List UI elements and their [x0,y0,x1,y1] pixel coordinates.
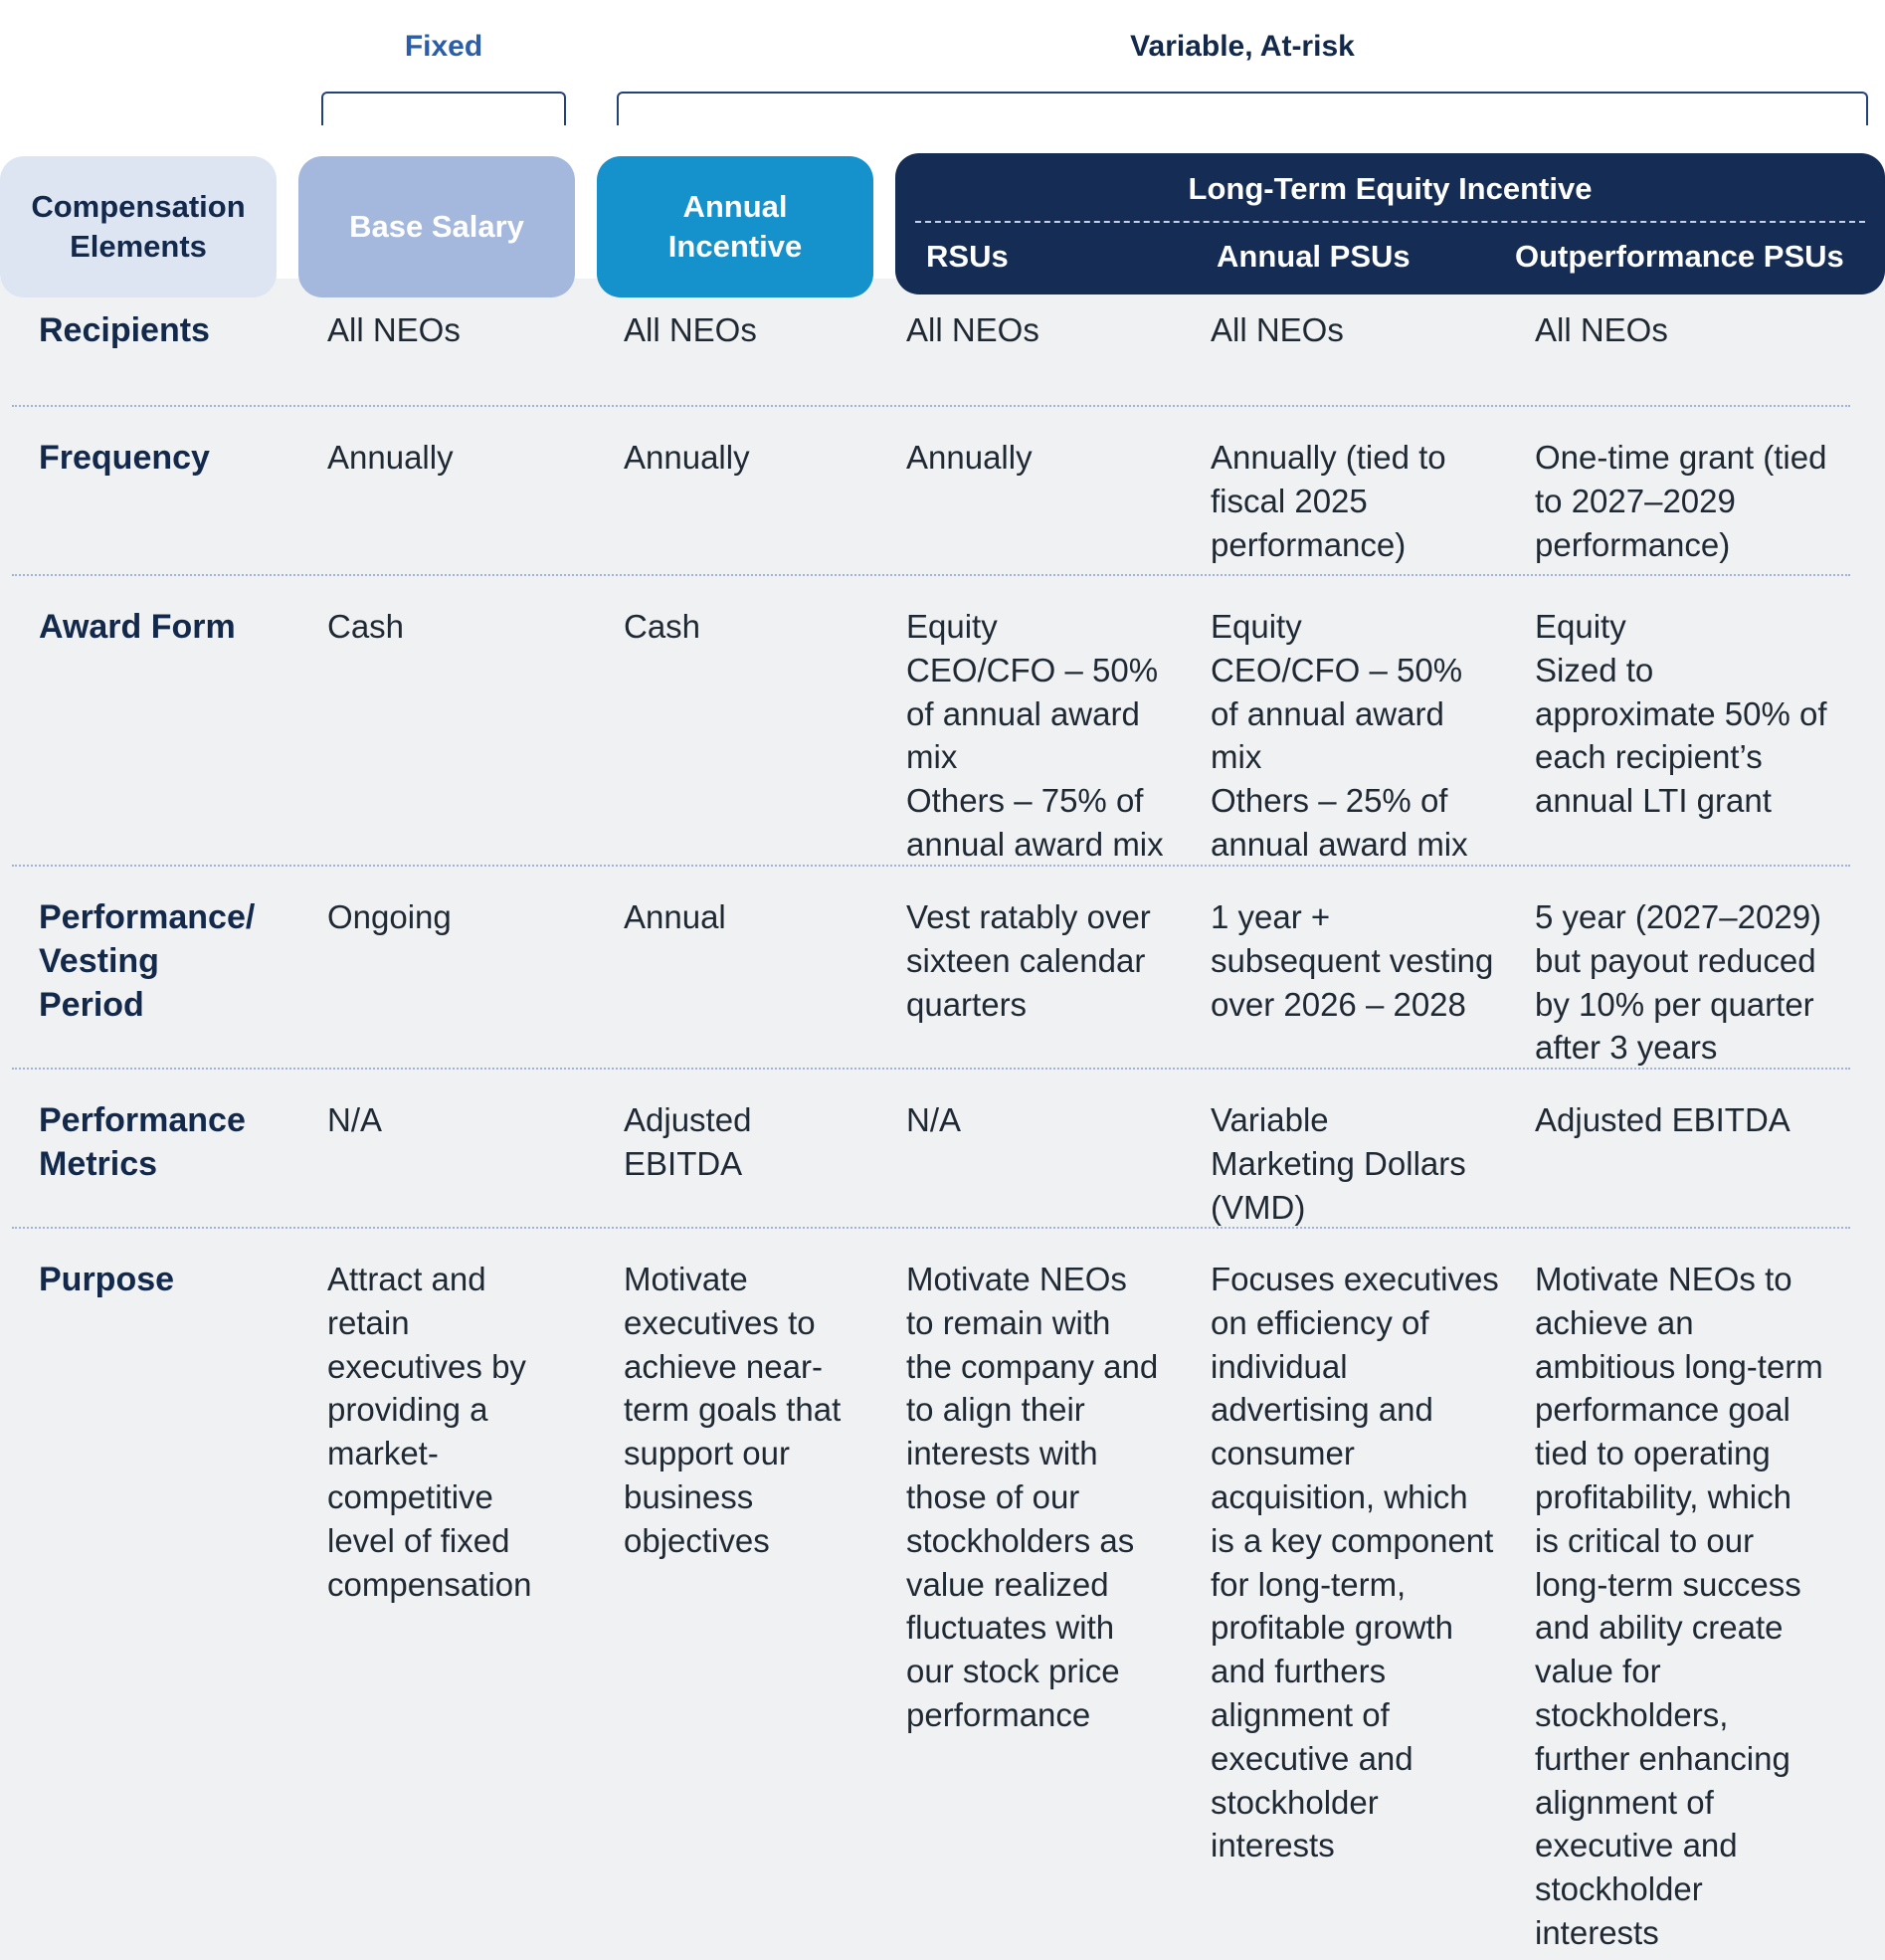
outperformance-psus-header-label: Outperformance PSUs [1515,239,1844,274]
compensation-elements-header [0,156,277,297]
table-cell: Ongoing [327,898,452,935]
row-label-vesting-period: Performance/ Vesting Period [39,898,256,1024]
table-cell: All NEOs [906,311,1039,348]
row-divider [12,574,1850,576]
table-cell: All NEOs [624,311,757,348]
row-label-purpose: Purpose [39,1261,175,1298]
variable-group-label: Variable, At-risk [1130,30,1355,63]
row-label-frequency: Frequency [39,439,210,477]
table-cell: Attract and retain executives by providing a market- competitive level of fixed compensation [327,1261,532,1603]
variable-bracket [617,92,1868,125]
table-cell: Cash [624,608,701,645]
fixed-group-label: Fixed [404,30,483,63]
table-cell: N/A [906,1101,962,1138]
table-cell: Focuses executives on efficiency of individual advertising and consumer acquisition, which is a key component for long-term, profitable growth and furthers alignment of executive and stockholder interests [1211,1261,1499,1864]
table-cell: Equity CEO/CFO – 50% of annual award mix Others – 25% of annual award mix [1211,608,1468,863]
annual-incentive-label: Annual Incentive [667,188,803,264]
table-cell: Motivate NEOs to remain with the company and to align their interests with those of our stockholders as value realized fluctuates with our stock price performance [906,1261,1159,1733]
table-cell: N/A [327,1101,383,1138]
row-divider [12,405,1850,407]
table-cell: Equity CEO/CFO – 50% of annual award mix Others – 75% of annual award mix [906,608,1164,863]
table-cell: Adjusted EBITDA [1535,1101,1791,1138]
row-label-performance-metrics: Performance Metrics [39,1101,246,1183]
long-term-divider [915,221,1865,223]
row-divider [12,1227,1850,1229]
table-cell: Cash [327,608,405,645]
long-term-equity-label: Long-Term Equity Incentive [1188,171,1593,206]
table-cell: Annually [327,439,454,476]
table-cell: Motivate executives to achieve near- term goals that support our business objectives [624,1261,842,1559]
table-cell: All NEOs [327,311,461,348]
table-cell: One-time grant (tied to 2027–2029 performance) [1535,439,1827,563]
base-salary-label: Base Salary [349,208,524,244]
table-cell: Vest ratably over sixteen calendar quarters [906,898,1151,1023]
table-cell: Annual [624,898,726,935]
long-term-equity-header [895,153,1885,294]
annual-psus-header-label: Annual PSUs [1217,239,1411,274]
table-cell: 1 year + subsequent vesting over 2026 – 2028 [1211,898,1494,1023]
table-cell: All NEOs [1211,311,1344,348]
table-cell: Annually [906,439,1033,476]
table-cell: Annually [624,439,750,476]
table-cell: Equity Sized to approximate 50% of each recipient’s annual LTI grant [1535,608,1827,820]
annual-incentive-header [597,156,873,297]
compensation-elements-label: Compensation Elements [31,188,246,264]
table-cell: Variable Marketing Dollars (VMD) [1211,1101,1466,1226]
row-divider [12,1068,1850,1070]
table-cell: 5 year (2027–2029) but payout reduced by 10% per quarter after 3 years [1535,898,1822,1067]
rsus-header-label: RSUs [926,239,1009,274]
row-label-award-form: Award Form [39,608,236,646]
table-cell: Annually (tied to fiscal 2025 performance) [1211,439,1446,563]
table-cell: Motivate NEOs to achieve an ambitious long-term performance goal tied to operating profitability, which is critical to our long-term success and ability create value for stockholders, further enhancing alignment of executive and stockholder interests [1535,1261,1823,1951]
base-salary-header [298,156,575,297]
table-cell: All NEOs [1535,311,1668,348]
fixed-bracket [321,92,566,125]
row-label-recipients: Recipients [39,311,210,349]
row-divider [12,865,1850,867]
table-cell: Adjusted EBITDA [624,1101,752,1182]
